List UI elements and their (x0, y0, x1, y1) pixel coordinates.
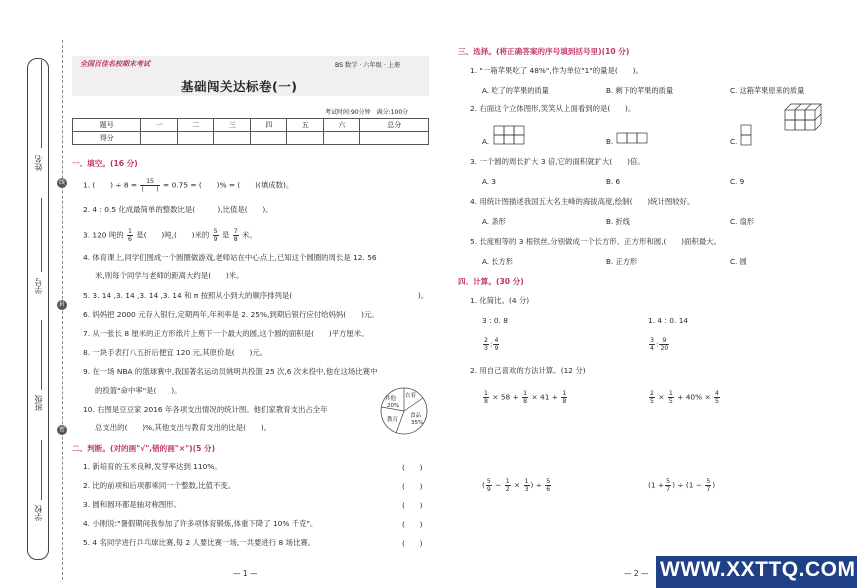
calc-part-1: 1. 化简比。(4 分) (470, 296, 530, 305)
numerator: 2 (650, 390, 654, 397)
calc-part-2: 2. 用自己喜欢的方法计算。(12 分) (470, 366, 586, 375)
pie-value-other: 20% (387, 403, 400, 409)
numerator: 4 (494, 337, 499, 344)
view-b-grid (617, 133, 647, 143)
numerator: 1 (668, 390, 673, 397)
fill-question-2: 2. 4 : 0.5 化成最简单的整数比是( ),比值是( )。 (83, 205, 273, 214)
denominator: 5 (668, 398, 673, 405)
fraction (493, 337, 499, 352)
view-a-grid (494, 126, 524, 144)
choice-question-2: 2. 右面这个立体图形,笑笑从上面看到的是( )。 (470, 104, 636, 113)
fraction (561, 390, 567, 405)
ratio-expr-1: 3 : 0. 8 (482, 316, 508, 325)
tf-answer-1[interactable]: ( ) (402, 463, 423, 472)
score-header-cell: 四 (250, 119, 287, 132)
seal-mark-seal: 封 (58, 301, 65, 308)
fraction (127, 228, 133, 243)
view-option-b-figure (616, 132, 650, 144)
denominator: 3 (524, 486, 529, 493)
question-text: = 0.75 = ( )% = ( )(填成数)。 (163, 180, 294, 190)
id-field-line (41, 198, 42, 272)
view-option-a-figure (493, 125, 527, 145)
numerator: 1 (484, 390, 488, 397)
pie-label-education: 教育 (387, 417, 399, 423)
score-cell[interactable] (141, 132, 178, 145)
cube-stack-drawing (785, 104, 821, 130)
choice-5-option-c[interactable]: C. 圆 (730, 257, 747, 266)
fill-question-5: 5. 3. 14 ,3. 1̇4 ,3. 1̇4̇ ,3. 14 和 π 按照从小到大的顺序排列是( )。 (83, 291, 429, 300)
seal-mark-line: 线 (58, 179, 65, 186)
fraction (483, 390, 489, 405)
denominator: 9 (213, 236, 218, 243)
denominator: 7 (666, 486, 671, 493)
tf-answer-5[interactable]: ( ) (402, 539, 423, 548)
fraction (668, 390, 674, 405)
section-true-false-title: 二、判断。(对的画"√",错的画"×")(5 分) (72, 444, 216, 453)
question-text: 3. 120 吨的 (83, 230, 124, 240)
tf-item-2: 2. 比的前项和后项都乘同一个整数,比值不变。 (83, 481, 236, 490)
choice-1-option-b[interactable]: B. 剩下的苹果的质量 (606, 86, 674, 95)
fraction (659, 337, 669, 352)
denominator: 8 (484, 398, 488, 405)
denominator: 3 (484, 345, 488, 352)
score-header-cell: 三 (214, 119, 251, 132)
seal-mark-secret: 密 (58, 426, 65, 433)
school-field-label: 学校 (34, 505, 43, 521)
binding-sidebar (27, 58, 49, 560)
question-number: 1. (83, 180, 91, 190)
fraction (705, 478, 711, 493)
fill-question-6: 6. 妈妈把 2000 元存入银行,定期两年,年利率是 2. 25%,到期后银行应付给妈妈( )元。 (83, 310, 379, 319)
calc-expr-2 (648, 390, 721, 405)
pie-label-clothing: 衣着 (405, 393, 417, 399)
expr-text: × (658, 392, 665, 402)
choice-2-option-c[interactable]: C. (730, 137, 738, 146)
numerator: 1 (524, 478, 529, 485)
binding-dashed-line (62, 40, 63, 580)
page-title: 基础闯关达标卷(一) (181, 79, 298, 94)
score-table-score-row (73, 132, 429, 145)
score-header-cell: 二 (177, 119, 214, 132)
numerator: 1 (523, 390, 528, 397)
pie-label-food: 食品 (410, 413, 422, 419)
score-row-label: 得分 (73, 132, 141, 145)
exam-meta: 考试时间:90分钟 满分:100分 (325, 109, 409, 116)
expr-text: + 40% × (677, 392, 711, 402)
score-cell[interactable] (360, 132, 429, 145)
name-field-line (41, 60, 42, 148)
ratio-expr-3: $\frac{2}{3}$ : $\frac{4}{9}$ (484, 337, 499, 352)
denominator: 2 (505, 486, 510, 493)
denominator: 9 (486, 486, 491, 493)
denominator: 5 (650, 398, 654, 405)
pie-label-other: 其他 (385, 396, 397, 402)
fraction (505, 478, 511, 493)
question-text: 是( )吨,( )米的 (136, 230, 210, 240)
numerator: 1 (128, 228, 132, 235)
choice-question-1: 1. "一箱苹果吃了 48%",作为单位"1"的量是( )。 (470, 66, 643, 75)
page-number-right: — 2 — (624, 569, 649, 578)
denominator: 20 (660, 345, 669, 352)
question-text: 是 (221, 230, 230, 240)
watermark-text: WWW.XXTTQ.COM (660, 558, 856, 581)
score-cell[interactable] (250, 132, 287, 145)
tf-item-5: 5. 4 名同学进行乒乓球比赛,每 2 人要比赛一场,一共要进行 8 场比赛。 (83, 538, 316, 547)
section-calc-title: 四、计算。(30 分) (458, 277, 524, 286)
pie-value-food: 35% (411, 420, 424, 426)
choice-3-option-c[interactable]: C. 9 (730, 177, 745, 186)
id-field-label: 学号 (34, 278, 43, 294)
choice-4-option-a[interactable]: A. 条形 (482, 217, 506, 226)
fill-question-1 (83, 178, 293, 193)
numerator: 4 (715, 390, 719, 397)
numerator: 5 (666, 478, 671, 485)
expr-text: × 58 + (492, 392, 519, 402)
edition-label: BS 数学 · 六年级 · 上册 (335, 62, 401, 69)
numerator: 7 (233, 228, 238, 235)
question-text: 米。 (242, 230, 257, 240)
numerator: 2 (484, 337, 488, 344)
choice-3-option-a[interactable]: A. 3 (482, 177, 496, 186)
fill-question-9-line1: 9. 在一场 NBA 的篮球赛中,我国著名运动员姚明共投篮 25 次,6 次未投中,他在这场比赛中 (83, 367, 378, 376)
score-table-header-row (73, 119, 429, 132)
numerator: 5 (486, 478, 491, 485)
expense-pie-chart (379, 386, 429, 436)
fraction (649, 337, 655, 352)
numerator: 1 (505, 478, 510, 485)
score-cell[interactable] (287, 132, 324, 145)
fill-question-10-line2: 总支出的( )%,其他支出与教育支出的比是( )。 (95, 423, 272, 432)
school-field-line (41, 440, 42, 500)
denominator: 7 (706, 486, 711, 493)
tf-answer-3[interactable]: ( ) (402, 501, 423, 510)
fill-question-8: 8. 一块手表打八五折后便宜 120 元,其原价是( )元。 (83, 348, 268, 357)
choice-4-option-b[interactable]: B. 折线 (606, 217, 630, 226)
tf-item-4: 4. 小刚说:"暑假期间我参加了许多项体育锻炼,体重下降了 10% 千克"。 (83, 519, 318, 528)
denominator: 5 (715, 398, 719, 405)
fraction (524, 478, 530, 493)
choice-1-option-a[interactable]: A. 吃了的苹果的质量 (482, 86, 549, 95)
fraction (665, 478, 671, 493)
fraction (233, 228, 239, 243)
numerator: 5 (546, 478, 551, 485)
numerator: 9 (659, 337, 669, 345)
question-text: ( ) ÷ 8 = (92, 180, 138, 190)
numerator: 5 (213, 228, 218, 235)
denominator: 8 (523, 398, 528, 405)
section-choice-title: 三、选择。(将正确答案的序号填到括号里)(10 分) (458, 47, 630, 56)
section-fill-blank-title: 一、填空。(16 分) (72, 159, 138, 168)
fraction (483, 337, 489, 352)
choice-2-option-a[interactable]: A. (482, 137, 490, 146)
choice-4-option-c[interactable]: C. 扇形 (730, 217, 754, 226)
fill-question-4-line2: 米,则每个同学与老师的距离大约是( )米。 (95, 271, 244, 280)
choice-1-option-c[interactable]: C. 这箱苹果原来的质量 (730, 86, 805, 95)
ratio-expr-4: $\frac{3}{4}$ : $\frac{9}{20}$ (650, 337, 669, 352)
score-cell[interactable] (214, 132, 251, 145)
choice-question-3: 3. 一个圆的周长扩大 3 倍,它的面积就扩大( )倍。 (470, 157, 645, 166)
numerator: 5 (706, 478, 711, 485)
page-number-left: — 1 — (233, 569, 258, 578)
score-table (72, 118, 429, 145)
denominator: 9 (494, 345, 499, 352)
fraction (213, 228, 219, 243)
denominator: ( ) (141, 186, 159, 193)
view-c-grid (741, 125, 751, 145)
score-header-cell: 五 (287, 119, 324, 132)
score-header-cell: 总分 (360, 119, 429, 132)
calc-expr-4: (1 + $\frac{5}{7}$ ) ÷ (1 − $\frac{5}{7}$ ) (648, 478, 716, 493)
class-field-label: 班级 (34, 395, 43, 411)
tf-answer-2[interactable]: ( ) (402, 482, 423, 491)
ratio-expr-2: 1. 4 : 0. 14 (648, 316, 689, 325)
tf-item-1: 1. 新培育的玉米良种,发芽率达到 110%。 (83, 462, 222, 471)
choice-5-option-b[interactable]: B. 正方形 (606, 257, 638, 266)
numerator: 1 (562, 390, 567, 397)
denominator: 6 (546, 486, 551, 493)
choice-question-4: 4. 用统计图描述我国五大名主峰的海拔高度,绘制( )统计图较好。 (470, 197, 695, 206)
tf-answer-4[interactable]: ( ) (402, 520, 423, 529)
numerator: 15 (140, 178, 159, 186)
fill-question-7: 7. 从一张长 8 厘米的正方形纸片上剪下一个最大的圆,这个圆的面积是( )平方厘米。 (83, 329, 369, 338)
expr-text: × 41 + (531, 392, 558, 402)
fraction (714, 390, 720, 405)
fraction (649, 390, 655, 405)
fraction (486, 478, 492, 493)
fill-question-3 (83, 228, 257, 243)
fraction (140, 178, 159, 193)
score-cell[interactable] (323, 132, 360, 145)
numerator: 3 (650, 337, 654, 344)
view-option-c-figure (740, 124, 754, 146)
denominator: 4 (650, 345, 654, 352)
fill-question-9-line2: 的投篮"命中率"是( )。 (95, 386, 182, 395)
score-header-cell: 题号 (73, 119, 141, 132)
cube-stack-figure (783, 100, 823, 132)
calc-expr-3: ( $\frac{5}{9}$ − $\frac{1}{2}$ × $\frac{1}{3}$ ) ÷ $\frac{5}{6}$ (482, 478, 551, 493)
tf-item-3: 3. 圆和圆环都是轴对称图形。 (83, 500, 182, 509)
denominator: 8 (233, 236, 238, 243)
score-header-cell: 六 (323, 119, 360, 132)
score-header-cell: 一 (141, 119, 178, 132)
denominator: 8 (562, 398, 567, 405)
denominator: 6 (128, 236, 132, 243)
choice-question-5: 5. 长度相等的 3 根铁丝,分别做成一个长方形、正方形和圆,( )面积最大。 (470, 237, 721, 246)
calc-expr-1 (482, 390, 568, 405)
choice-2-option-b[interactable]: B. (606, 137, 614, 146)
name-field-label: 姓名 (34, 155, 43, 171)
choice-3-option-b[interactable]: B. 6 (606, 177, 621, 186)
score-cell[interactable] (177, 132, 214, 145)
class-field-line (41, 320, 42, 390)
choice-5-option-a[interactable]: A. 长方形 (482, 257, 513, 266)
fill-question-4-line1: 4. 体育课上,同学们围成一个圆圈做游戏,老师站在中心点上,已知这个圆圈的周长是 12. 56 (83, 253, 377, 262)
fill-question-10-line1: 10. 右图是豆豆家 2016 年各项支出情况的统计图。他们家教育支出占全年 (83, 405, 328, 414)
fraction (545, 478, 551, 493)
exam-banner: 全国百佳名校期末考试 (80, 60, 150, 68)
fraction (522, 390, 528, 405)
